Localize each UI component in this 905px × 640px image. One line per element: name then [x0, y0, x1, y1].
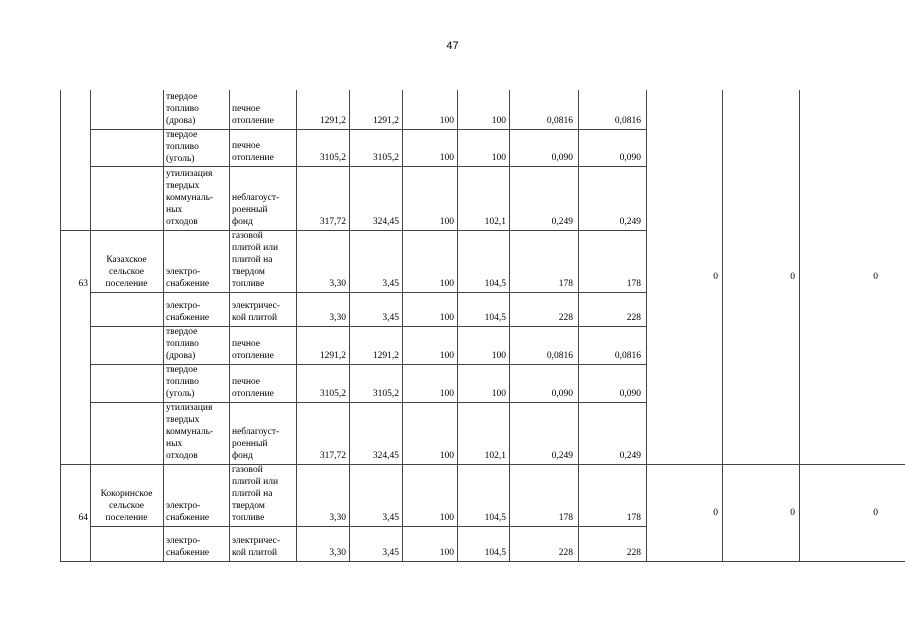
cell-text: 3,45 — [382, 313, 399, 323]
cell-text: 100 — [439, 217, 454, 227]
cell-usage — [229, 535, 296, 559]
cell-text: 0,0816 — [614, 116, 641, 126]
cell-v3 — [402, 450, 457, 462]
cell-v6 — [578, 115, 646, 127]
cell-text: 0,0816 — [546, 116, 573, 126]
cell-text: 104,5 — [484, 513, 506, 523]
cell-v1 — [296, 278, 349, 290]
cell-text: 104,5 — [484, 548, 506, 558]
group-value-text: 0 — [790, 272, 795, 282]
cell-v4 — [457, 388, 509, 400]
cell-text: газовой плитой или плитой на твердом топливе — [232, 465, 279, 523]
cell-v2 — [349, 312, 402, 324]
group-value-x3 — [799, 507, 882, 519]
cell-text: 178 — [626, 513, 641, 523]
cell-v3 — [402, 388, 457, 400]
group-value-text: 0 — [713, 272, 718, 282]
cell-text: 0,090 — [551, 153, 573, 163]
cell-text: 178 — [626, 279, 641, 289]
cell-resource — [163, 129, 229, 165]
cell-text: 102,1 — [484, 451, 506, 461]
cell-usage — [229, 230, 296, 290]
cell-text: печное отопление — [232, 377, 274, 399]
cell-v1 — [296, 350, 349, 362]
cell-text: 100 — [491, 351, 506, 361]
grid-vline-9 — [646, 90, 647, 561]
cell-text: 100 — [439, 513, 454, 523]
cell-text: электричес- кой плитой — [232, 301, 281, 323]
cell-v1 — [296, 450, 349, 462]
cell-text: 317,72 — [319, 217, 346, 227]
cell-text: 0,249 — [551, 217, 573, 227]
cell-text: 0,090 — [619, 389, 641, 399]
group-value-text: 0 — [873, 508, 878, 518]
cell-text: 3105,2 — [372, 389, 399, 399]
cell-resource — [163, 500, 229, 524]
cell-v5 — [509, 278, 578, 290]
page-number: 47 — [446, 40, 459, 52]
grid-hline-8 — [60, 464, 646, 465]
cell-text: 104,5 — [484, 313, 506, 323]
cell-text: Казахское сельское поселение — [105, 255, 148, 289]
cell-text: 0,090 — [619, 153, 641, 163]
cell-text: электро- снабжение — [166, 267, 210, 289]
cell-v2 — [349, 547, 402, 559]
cell-text: 317,72 — [319, 451, 346, 461]
cell-v6 — [578, 216, 646, 228]
cell-usage — [229, 376, 296, 400]
cell-v4 — [457, 278, 509, 290]
cell-v4 — [457, 152, 509, 164]
cell-text: газовой плитой или плитой на твердом топливе — [232, 231, 279, 289]
cell-text: 0,249 — [551, 451, 573, 461]
cell-v6 — [578, 278, 646, 290]
cell-text: печное отопление — [232, 104, 274, 126]
group-value-x2 — [722, 271, 799, 283]
cell-text: 178 — [558, 279, 573, 289]
cell-v5 — [509, 152, 578, 164]
cell-v2 — [349, 350, 402, 362]
cell-resource — [163, 364, 229, 400]
grid-hline-2 — [90, 166, 646, 167]
cell-v5 — [509, 512, 578, 524]
group-value-text: 0 — [713, 508, 718, 518]
cell-text: электро- снабжение — [166, 501, 210, 523]
cell-text: 324,45 — [372, 217, 399, 227]
grid-hline-3 — [60, 230, 646, 231]
group-value-x1 — [646, 271, 722, 283]
cell-text: 178 — [558, 513, 573, 523]
cell-text: печное отопление — [232, 339, 274, 361]
cell-v4 — [457, 512, 509, 524]
cell-usage — [229, 192, 296, 228]
grid-hline-right-bottom — [646, 561, 905, 562]
cell-v1 — [296, 312, 349, 324]
grid-vline-outer-3 — [799, 90, 800, 561]
cell-text: твердое топливо (уголь) — [166, 365, 199, 399]
cell-v6 — [578, 450, 646, 462]
cell-no — [60, 512, 90, 524]
cell-v6 — [578, 547, 646, 559]
cell-v2 — [349, 115, 402, 127]
cell-text: 100 — [439, 153, 454, 163]
cell-text: 100 — [439, 451, 454, 461]
cell-v6 — [578, 350, 646, 362]
cell-v5 — [509, 312, 578, 324]
cell-text: 228 — [558, 548, 573, 558]
cell-resource — [163, 168, 229, 228]
cell-v1 — [296, 388, 349, 400]
cell-v1 — [296, 547, 349, 559]
cell-text: твердое топливо (дрова) — [166, 92, 199, 126]
cell-v5 — [509, 216, 578, 228]
cell-v2 — [349, 388, 402, 400]
cell-text: 0,0816 — [614, 351, 641, 361]
cell-v2 — [349, 450, 402, 462]
cell-text: электро- снабжение — [166, 536, 210, 558]
cell-v1 — [296, 512, 349, 524]
grid-hline-4 — [90, 292, 646, 293]
cell-v3 — [402, 512, 457, 524]
cell-v4 — [457, 450, 509, 462]
grid-vline-outer-2 — [722, 90, 723, 561]
cell-resource — [163, 402, 229, 462]
cell-text: 100 — [491, 116, 506, 126]
cell-v4 — [457, 547, 509, 559]
cell-resource — [163, 326, 229, 362]
grid-hline-10 — [60, 561, 646, 562]
cell-v6 — [578, 152, 646, 164]
group-value-x3 — [799, 271, 882, 283]
cell-text: 102,1 — [484, 217, 506, 227]
cell-text: 3,30 — [329, 313, 346, 323]
cell-v3 — [402, 312, 457, 324]
cell-text: 3,30 — [329, 548, 346, 558]
cell-text: 100 — [439, 548, 454, 558]
cell-v4 — [457, 115, 509, 127]
cell-usage — [229, 426, 296, 462]
cell-v2 — [349, 278, 402, 290]
cell-text: 3,45 — [382, 548, 399, 558]
grid-hline-right-group — [646, 464, 905, 465]
group-value-text: 0 — [873, 272, 878, 282]
grid-vline-outer-0 — [60, 90, 61, 561]
cell-text: 1291,2 — [372, 116, 399, 126]
cell-text: 3,30 — [329, 279, 346, 289]
cell-text: 0,249 — [619, 451, 641, 461]
cell-resource — [163, 535, 229, 559]
grid-hline-9 — [90, 526, 646, 527]
cell-v5 — [509, 388, 578, 400]
cell-v4 — [457, 312, 509, 324]
cell-text: 100 — [439, 313, 454, 323]
cell-text: утилизация твердых коммуналь- ных отходов — [166, 403, 214, 461]
cell-v1 — [296, 152, 349, 164]
cell-settlement — [90, 488, 163, 524]
cell-usage — [229, 140, 296, 164]
cell-v1 — [296, 115, 349, 127]
cell-v6 — [578, 512, 646, 524]
cell-usage — [229, 338, 296, 362]
cell-text: 3,45 — [382, 513, 399, 523]
cell-text: 100 — [439, 351, 454, 361]
cell-text: электро- снабжение — [166, 301, 210, 323]
cell-v6 — [578, 388, 646, 400]
cell-text: 324,45 — [372, 451, 399, 461]
cell-text: 100 — [439, 279, 454, 289]
cell-v5 — [509, 450, 578, 462]
cell-usage — [229, 103, 296, 127]
cell-v5 — [509, 115, 578, 127]
cell-v3 — [402, 216, 457, 228]
cell-text: 1291,2 — [319, 351, 346, 361]
cell-text: твердое топливо (уголь) — [166, 130, 199, 164]
cell-v3 — [402, 278, 457, 290]
cell-resource — [163, 91, 229, 127]
cell-v4 — [457, 350, 509, 362]
group-value-x1 — [646, 507, 722, 519]
cell-v3 — [402, 115, 457, 127]
cell-text: твердое топливо (дрова) — [166, 327, 199, 361]
cell-text: 100 — [491, 153, 506, 163]
cell-text: 3,45 — [382, 279, 399, 289]
cell-text: 100 — [439, 116, 454, 126]
cell-resource — [163, 266, 229, 290]
cell-text: 3105,2 — [372, 153, 399, 163]
cell-v3 — [402, 547, 457, 559]
cell-v3 — [402, 350, 457, 362]
cell-text: 0,249 — [619, 217, 641, 227]
cell-v4 — [457, 216, 509, 228]
cell-v2 — [349, 216, 402, 228]
cell-text: 100 — [439, 389, 454, 399]
cell-text: 1291,2 — [319, 116, 346, 126]
cell-resource — [163, 300, 229, 324]
cell-v2 — [349, 512, 402, 524]
cell-text: 63 — [78, 279, 88, 289]
cell-v1 — [296, 216, 349, 228]
cell-text: Кокоринское сельское поселение — [100, 489, 153, 523]
cell-usage — [229, 464, 296, 524]
cell-v6 — [578, 312, 646, 324]
cell-text: 64 — [78, 513, 88, 523]
cell-no — [60, 278, 90, 290]
cell-text: 228 — [626, 548, 641, 558]
cell-text: 0,0816 — [546, 351, 573, 361]
cell-text: 3,30 — [329, 513, 346, 523]
cell-v5 — [509, 350, 578, 362]
cell-text: 104,5 — [484, 279, 506, 289]
cell-v2 — [349, 152, 402, 164]
cell-settlement — [90, 254, 163, 290]
cell-text: 3105,2 — [319, 389, 346, 399]
cell-text: неблагоуст- роенный фонд — [232, 193, 280, 227]
cell-text: 0,090 — [551, 389, 573, 399]
cell-text: 100 — [491, 389, 506, 399]
group-value-text: 0 — [790, 508, 795, 518]
cell-text: 228 — [558, 313, 573, 323]
cell-text: 228 — [626, 313, 641, 323]
cell-v5 — [509, 547, 578, 559]
group-value-x2 — [722, 507, 799, 519]
cell-text: 1291,2 — [372, 351, 399, 361]
cell-text: 3105,2 — [319, 153, 346, 163]
cell-text: утилизация твердых коммуналь- ных отходов — [166, 169, 214, 227]
cell-text: печное отопление — [232, 141, 274, 163]
cell-text: электричес- кой плитой — [232, 536, 281, 558]
cell-usage — [229, 300, 296, 324]
cell-v3 — [402, 152, 457, 164]
cell-text: неблагоуст- роенный фонд — [232, 427, 280, 461]
